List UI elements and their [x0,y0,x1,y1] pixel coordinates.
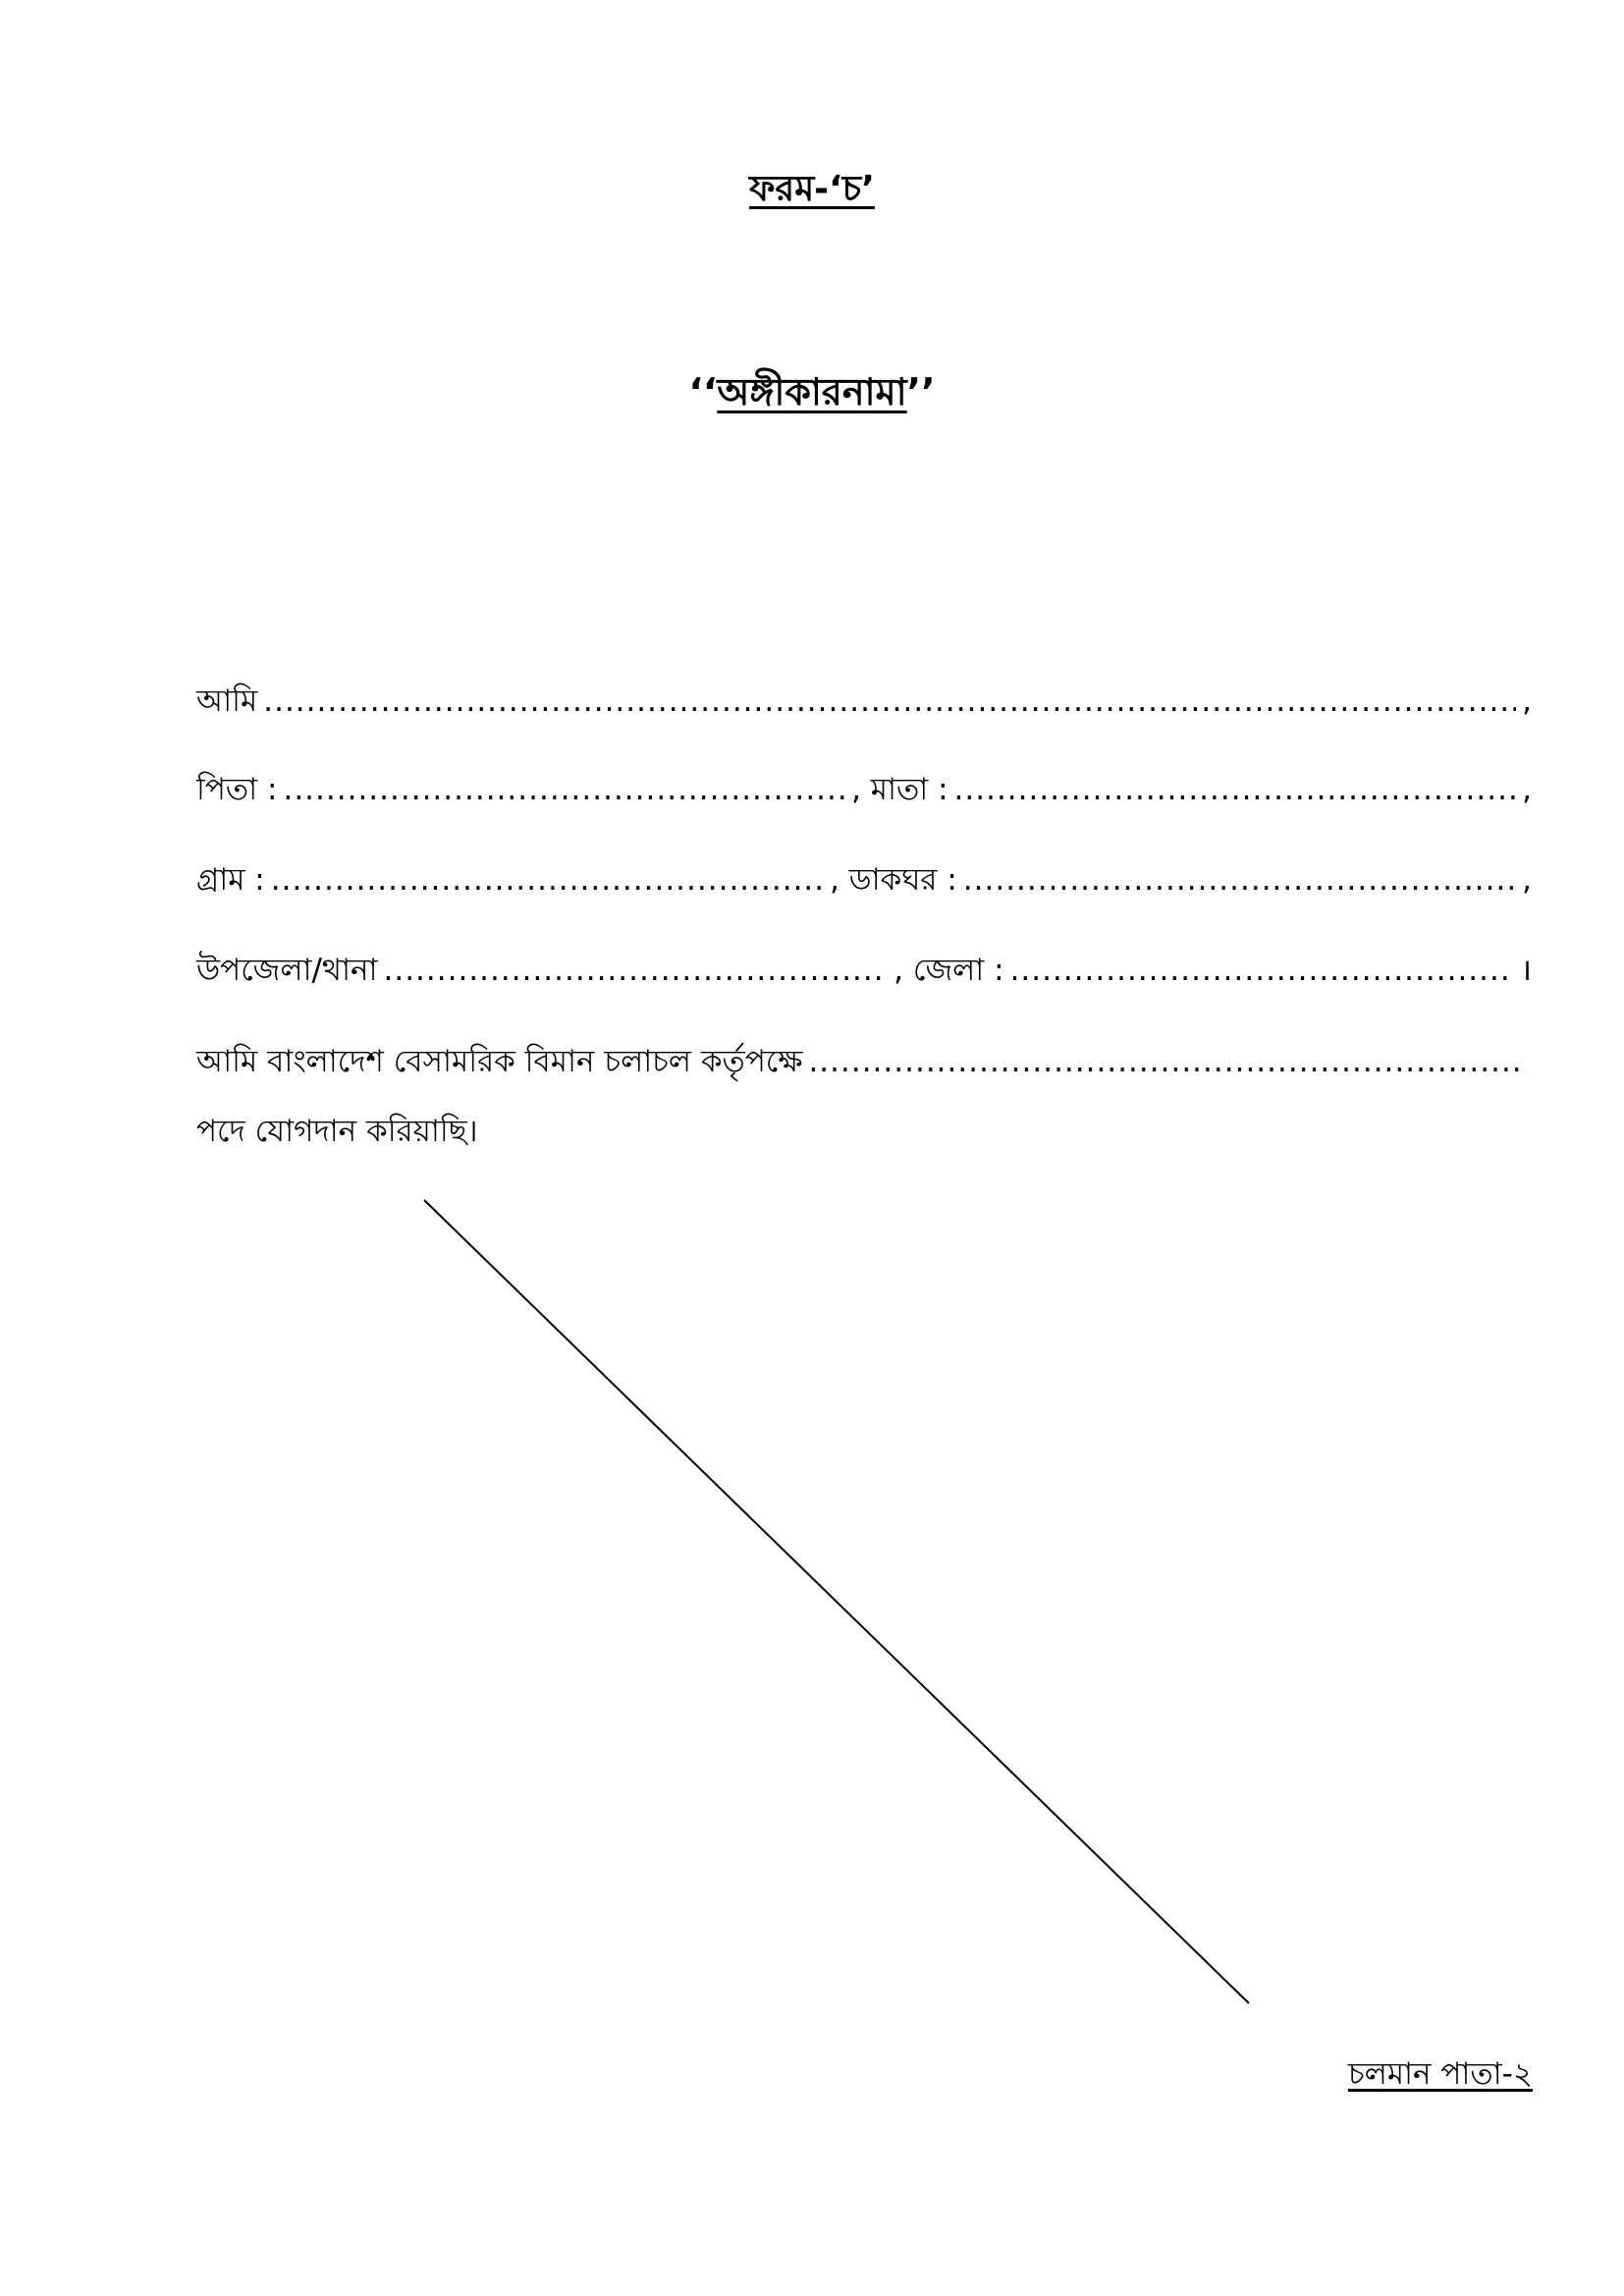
district-label: , জেলা : [893,953,1004,988]
parents-line-end: , [1522,772,1532,807]
title-open-quote: ‘‘ [688,370,718,413]
address-line-end: , [1522,862,1532,898]
mother-label: , মাতা : [851,772,948,807]
name-line-end: , [1522,683,1532,719]
village-label: গ্রাম : [196,862,265,898]
diagonal-stroke [424,1200,1249,2003]
region-line-end: । [1520,953,1532,988]
page-continuation-note: চলমান পাতা-২ [1347,2056,1533,2092]
upazila-label: উপজেলা/থানা [196,953,378,988]
title-text: অঙ্গীকারনামা [717,370,907,413]
name-label: আমি [196,683,258,719]
form-code-text: ফরম-‘চ’ [749,169,875,209]
joining-statement: পদে যোগদান করিয়াছি। [196,1114,478,1149]
position-statement: আমি বাংলাদেশ বেসামরিক বিমান চলাচল কর্তৃপক্ষে [196,1044,803,1079]
father-label: পিতা : [196,772,278,807]
title-close-quote: ’’ [906,370,936,413]
post-office-label: , ডাকঘর : [830,862,957,898]
